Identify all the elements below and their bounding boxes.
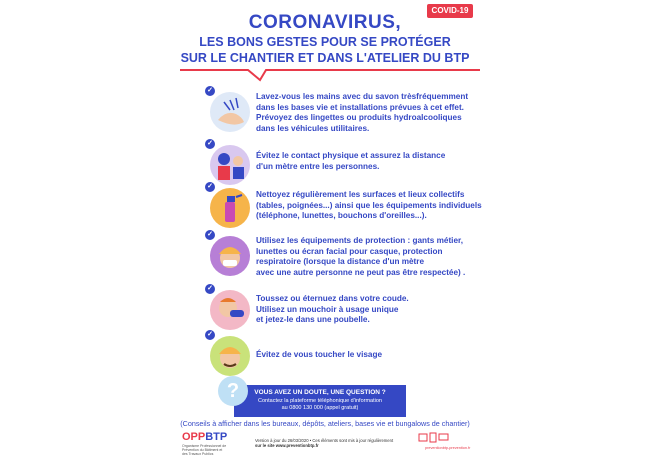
item-text: Nettoyez régulièrement les surfaces et lieux collectifs (tables, poignées...) ainsi que les équipements individuels (téléphone, lunettes, bouchons d'oreilles...). xyxy=(256,190,482,220)
check-icon: ✓ xyxy=(205,86,215,96)
website-link[interactable]: preventionbtp-prevention.fr xyxy=(425,446,471,450)
speech-bubble-line xyxy=(180,60,480,82)
list-item xyxy=(205,182,495,228)
list-item xyxy=(205,230,495,286)
no-face-touch-icon xyxy=(210,336,250,376)
page-subtitle-line2: SUR LE CHANTIER ET DANS L'ATELIER DU BTP xyxy=(180,51,470,65)
item-text: Évitez le contact physique et assurez la distance d'un mètre entre les personnes. xyxy=(256,151,446,171)
page-subtitle-line1: LES BONS GESTES POUR SE PROTÉGER xyxy=(199,35,451,49)
item-text: Évitez de vous toucher le visage xyxy=(256,350,383,359)
sneeze-elbow-icon xyxy=(210,290,250,330)
item-text: Lavez-vous les mains avec du savon trèsfréquemment dans les bases vie et installations prévues à cet effet. Prévoyez des lingettes ou produits hydroalcooliques dans les véhicules utilitaires. xyxy=(256,92,469,133)
logo-subtitle: Organisme Professionnel de Prévention du Bâtiment et des Travaux Publics xyxy=(182,444,227,456)
devices-icon xyxy=(418,432,450,444)
check-icon: ✓ xyxy=(205,182,215,192)
cleaning-spray-icon xyxy=(210,188,250,228)
list-item xyxy=(205,139,495,185)
list-item xyxy=(205,86,495,138)
list-item xyxy=(205,330,495,376)
hand-washing-icon xyxy=(210,92,250,132)
help-question: VOUS AVEZ UN DOUTE, UNE QUESTION ? xyxy=(254,389,386,396)
covid-badge: COVID-19 xyxy=(427,4,473,18)
check-icon: ✓ xyxy=(205,230,215,240)
question-icon: ? xyxy=(218,376,248,406)
check-icon: ✓ xyxy=(205,284,215,294)
worker-mask-icon xyxy=(210,236,250,276)
help-line1: Contactez la plateforme téléphonique d'information xyxy=(258,398,382,404)
oppbtp-logo: OPPBTP xyxy=(182,431,228,443)
version-text: Version à jour du 26/03/2020 • Ces éléments sont mis à jour régulièrement sur le site www.preventionbtp.fr xyxy=(255,438,394,448)
check-icon: ✓ xyxy=(205,139,215,149)
check-icon: ✓ xyxy=(205,330,215,340)
list-item xyxy=(205,284,495,332)
item-text: Toussez ou éternuez dans votre coude. Utilisez un mouchoir à usage unique et jetez-le dans une poubelle. xyxy=(256,294,409,324)
help-box xyxy=(234,385,406,417)
footnote: (Conseils à afficher dans les bureaux, dépôts, ateliers, bases vie et bungalows de chantier) xyxy=(180,419,470,428)
help-line2: au 0800 130 000 (appel gratuit) xyxy=(281,405,359,411)
page-title: CORONAVIRUS, xyxy=(248,12,402,33)
item-text: Utilisez les équipements de protection : gants métier, lunettes ou écran facial pour casque, protection respiratoire (lorsque la distance d'un mètre avec une autre personne ne peut pas être respectée) . xyxy=(256,236,466,277)
distance-icon xyxy=(210,145,250,185)
